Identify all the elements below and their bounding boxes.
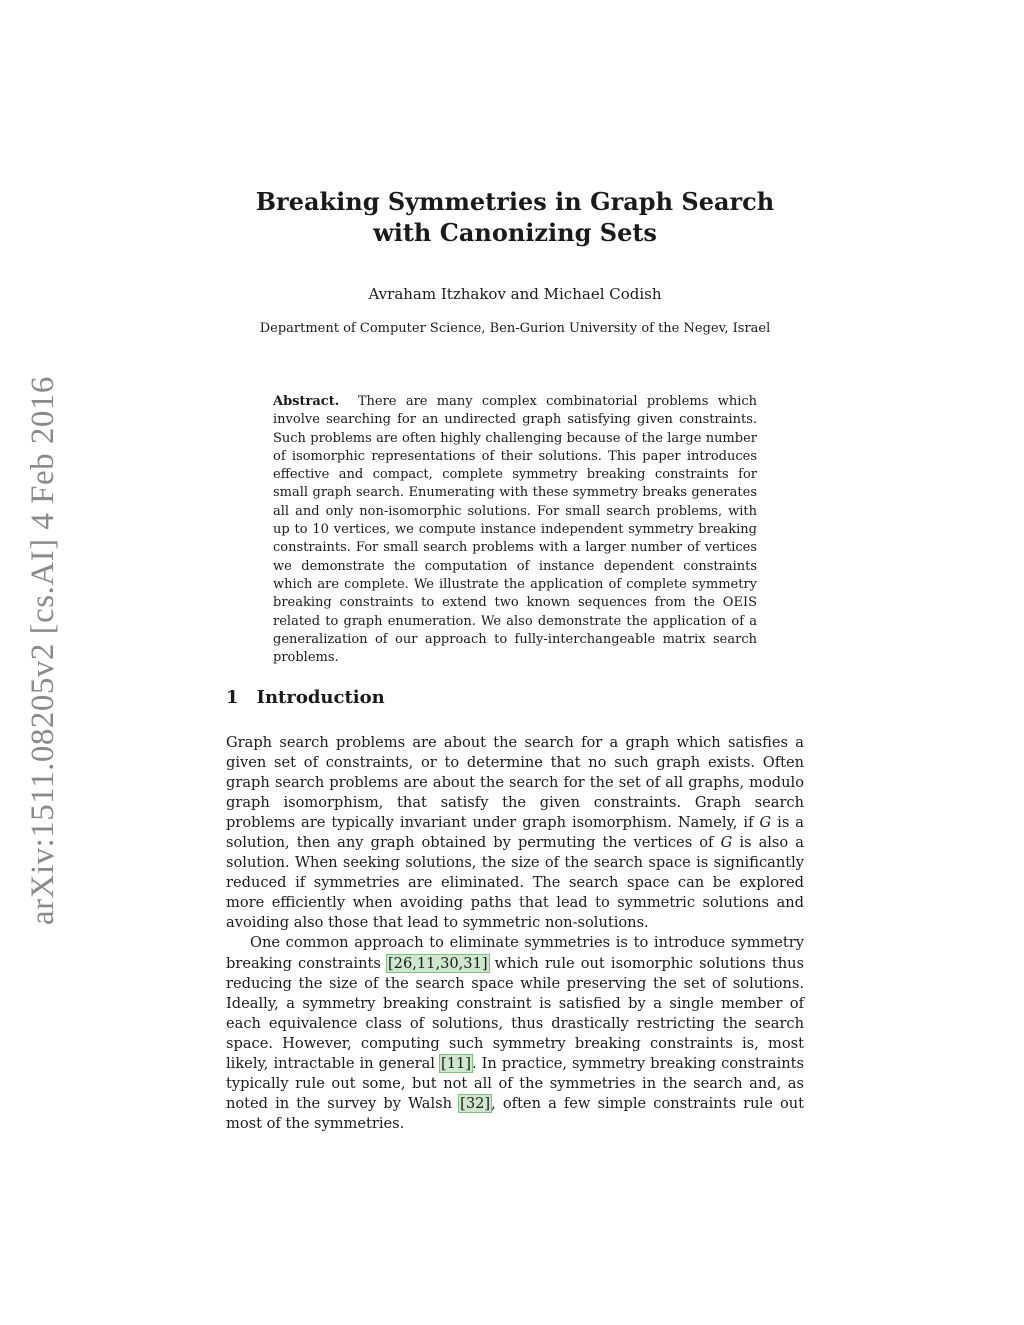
section-number: 1: [226, 687, 239, 708]
paragraph-1-text-b: is a solution, then any graph obtained by permuting the vertices of: [226, 814, 804, 852]
paragraph-1: [226, 733, 804, 933]
paragraph-2-text-d: , often a few simple constraints rule out most of the symmetries.: [226, 1094, 804, 1132]
citation-link[interactable]: [11]: [441, 1054, 471, 1072]
paragraph-2-text-c: . In practice, symmetry breaking constraints typically rule out some, but not all of the symmetries in the search and, as noted in the survey by Walsh: [226, 1054, 804, 1112]
citation-link[interactable]: [26,11,30,31]: [387, 954, 488, 972]
paragraph-2: [226, 933, 804, 1133]
body-text: [226, 733, 804, 1134]
paragraph-1-text-a: Graph search problems are about the search for a graph which satisfies a given set of constraints, or to determine that no such graph exists. Often graph search problems are about the search for the set of all graphs, modulo graph isomorphism, that satisfy the given constraints. Graph search problems are typically invariant under graph isomorphism. Namely, if: [226, 734, 804, 832]
citation-link[interactable]: [32]: [460, 1094, 491, 1112]
section-heading: [226, 687, 385, 708]
paragraph-2-text-b: which rule out isomorphic solutions thus reducing the size of the search space while preserving the set of solutions. Ideally, a symmetry breaking constraint is satisfied by a single member of each equivalence class of solutions, thus drastically restricting the search space. However, computing such symmetry breaking constraints is, most likely, intractable in general: [226, 954, 804, 1072]
authors: Avraham Itzhakov and Michael Codish: [368, 285, 662, 303]
math-variable-g: G: [759, 814, 772, 832]
title-line-2: with Canonizing Sets: [373, 218, 657, 247]
paragraph-2-text-a: One common approach to eliminate symmetries is to introduce symmetry breaking constraints: [226, 934, 804, 972]
section-title: Introduction: [256, 687, 385, 708]
abstract-label: Abstract.: [273, 394, 340, 409]
title-line-1: Breaking Symmetries in Graph Search: [255, 187, 775, 216]
abstract-text: There are many complex combinatorial problems which involve searching for an undirected graph satisfying given constraints. Such problems are often highly challenging because of the large number of isomorphic representations of their solutions. This paper introduces effective and compact, complete symmetry breaking constraints for small graph search. Enumerating with these symmetry breaks generates all and only non-isomorphic solutions. For small search problems, with up to 10 vertices, we compute instance independent symmetry breaking constraints. For small search problems with a larger number of vertices we demonstrate the computation of instance dependent constraints which are complete. We illustrate the application of complete symmetry breaking constraints to extend two known sequences from the OEIS related to graph enumeration. We also demonstrate the application of a generalization of our approach to fully-interchangeable matrix search problems.: [273, 394, 758, 666]
arxiv-identifier-stamp: arXiv:1511.08205v2 [cs.AI] 4 Feb 2016: [25, 376, 61, 925]
affiliation: Department of Computer Science, Ben-Gurion University of the Negev, Israel: [259, 321, 771, 336]
paragraph-1-text-c: is also a solution. When seeking solutions, the size of the search space is significantly reduced if symmetries are eliminated. The search space can be explored more efficiently when avoiding paths that lead to symmetric solutions and avoiding also those that lead to symmetric non-solutions.: [226, 834, 805, 932]
abstract: [273, 393, 757, 667]
math-variable-g: G: [720, 834, 733, 852]
paper-title: [215, 186, 815, 248]
